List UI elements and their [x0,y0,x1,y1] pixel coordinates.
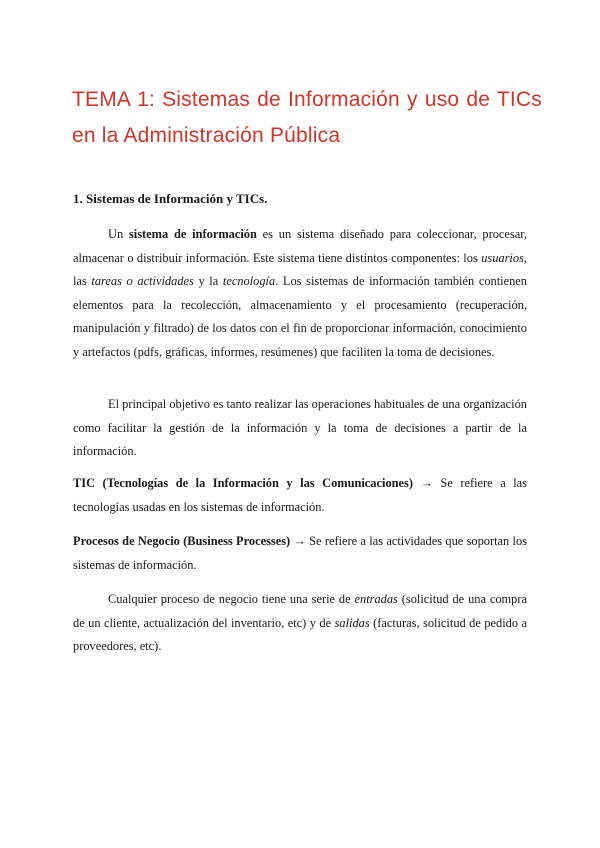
text-run: Un [108,227,129,241]
italic-term: tecnología [222,274,276,288]
document-title: TEMA 1: Sistemas de Información y uso de TICs en la Administración Pública [72,88,542,147]
italic-term: salidas [334,615,370,630]
italic-term: tareas o actividades [91,274,194,288]
bold-term: TIC (Tecnologías de la Información y las Comunicaciones) [73,476,413,490]
text-run: → Se refiere a las actividades que soportan los sistemas de información. [73,534,527,572]
text-run: → Se refiere a las tecnologías usadas en los sistemas de información. [73,476,527,514]
section-heading: 1. Sistemas de Información y TICs. [73,191,268,206]
bold-term: sistema de información [128,227,257,241]
text-run: y la [193,274,223,288]
text-run: (facturas, solicitud de pedido a proveedores, etc). [73,615,527,653]
italic-term: entradas [354,592,398,606]
italic-term: usuarios [481,250,524,265]
bold-term: Procesos de Negocio (Business Processes) [73,534,291,548]
paragraph-entradas-salidas [73,588,527,659]
text-run: es un sistema diseñado para coleccionar, procesar, almacenar o distribuir información. Este sistema tiene distintos componentes: los [73,227,527,265]
paragraph-tic [73,472,527,519]
text-run: . Los sistemas de información también contienen elementos para la recolección, almacenamiento y el procesamiento (recuperación, manipulación y filtrado) de los datos con el fin de proporcionar información, conocimiento y artefactos (pdfs, gráficas, informes, resúmenes) que faciliten la toma de decisiones. [73,274,527,359]
text-run: (solicitud de una compra de un cliente, actualización del inventario, etc) y de [73,592,528,630]
paragraph-procesos-negocio [73,530,527,577]
paragraph-sistema-informacion [73,223,527,364]
text-run: , las [73,250,527,288]
text-run: Cualquier proceso de negocio tiene una serie de [108,592,355,606]
paragraph-objetivo: El principal objetivo es tanto realizar las operaciones habituales de una organización como facilitar la gestión de la información y la toma de decisiones a partir de la información. [73,397,527,458]
